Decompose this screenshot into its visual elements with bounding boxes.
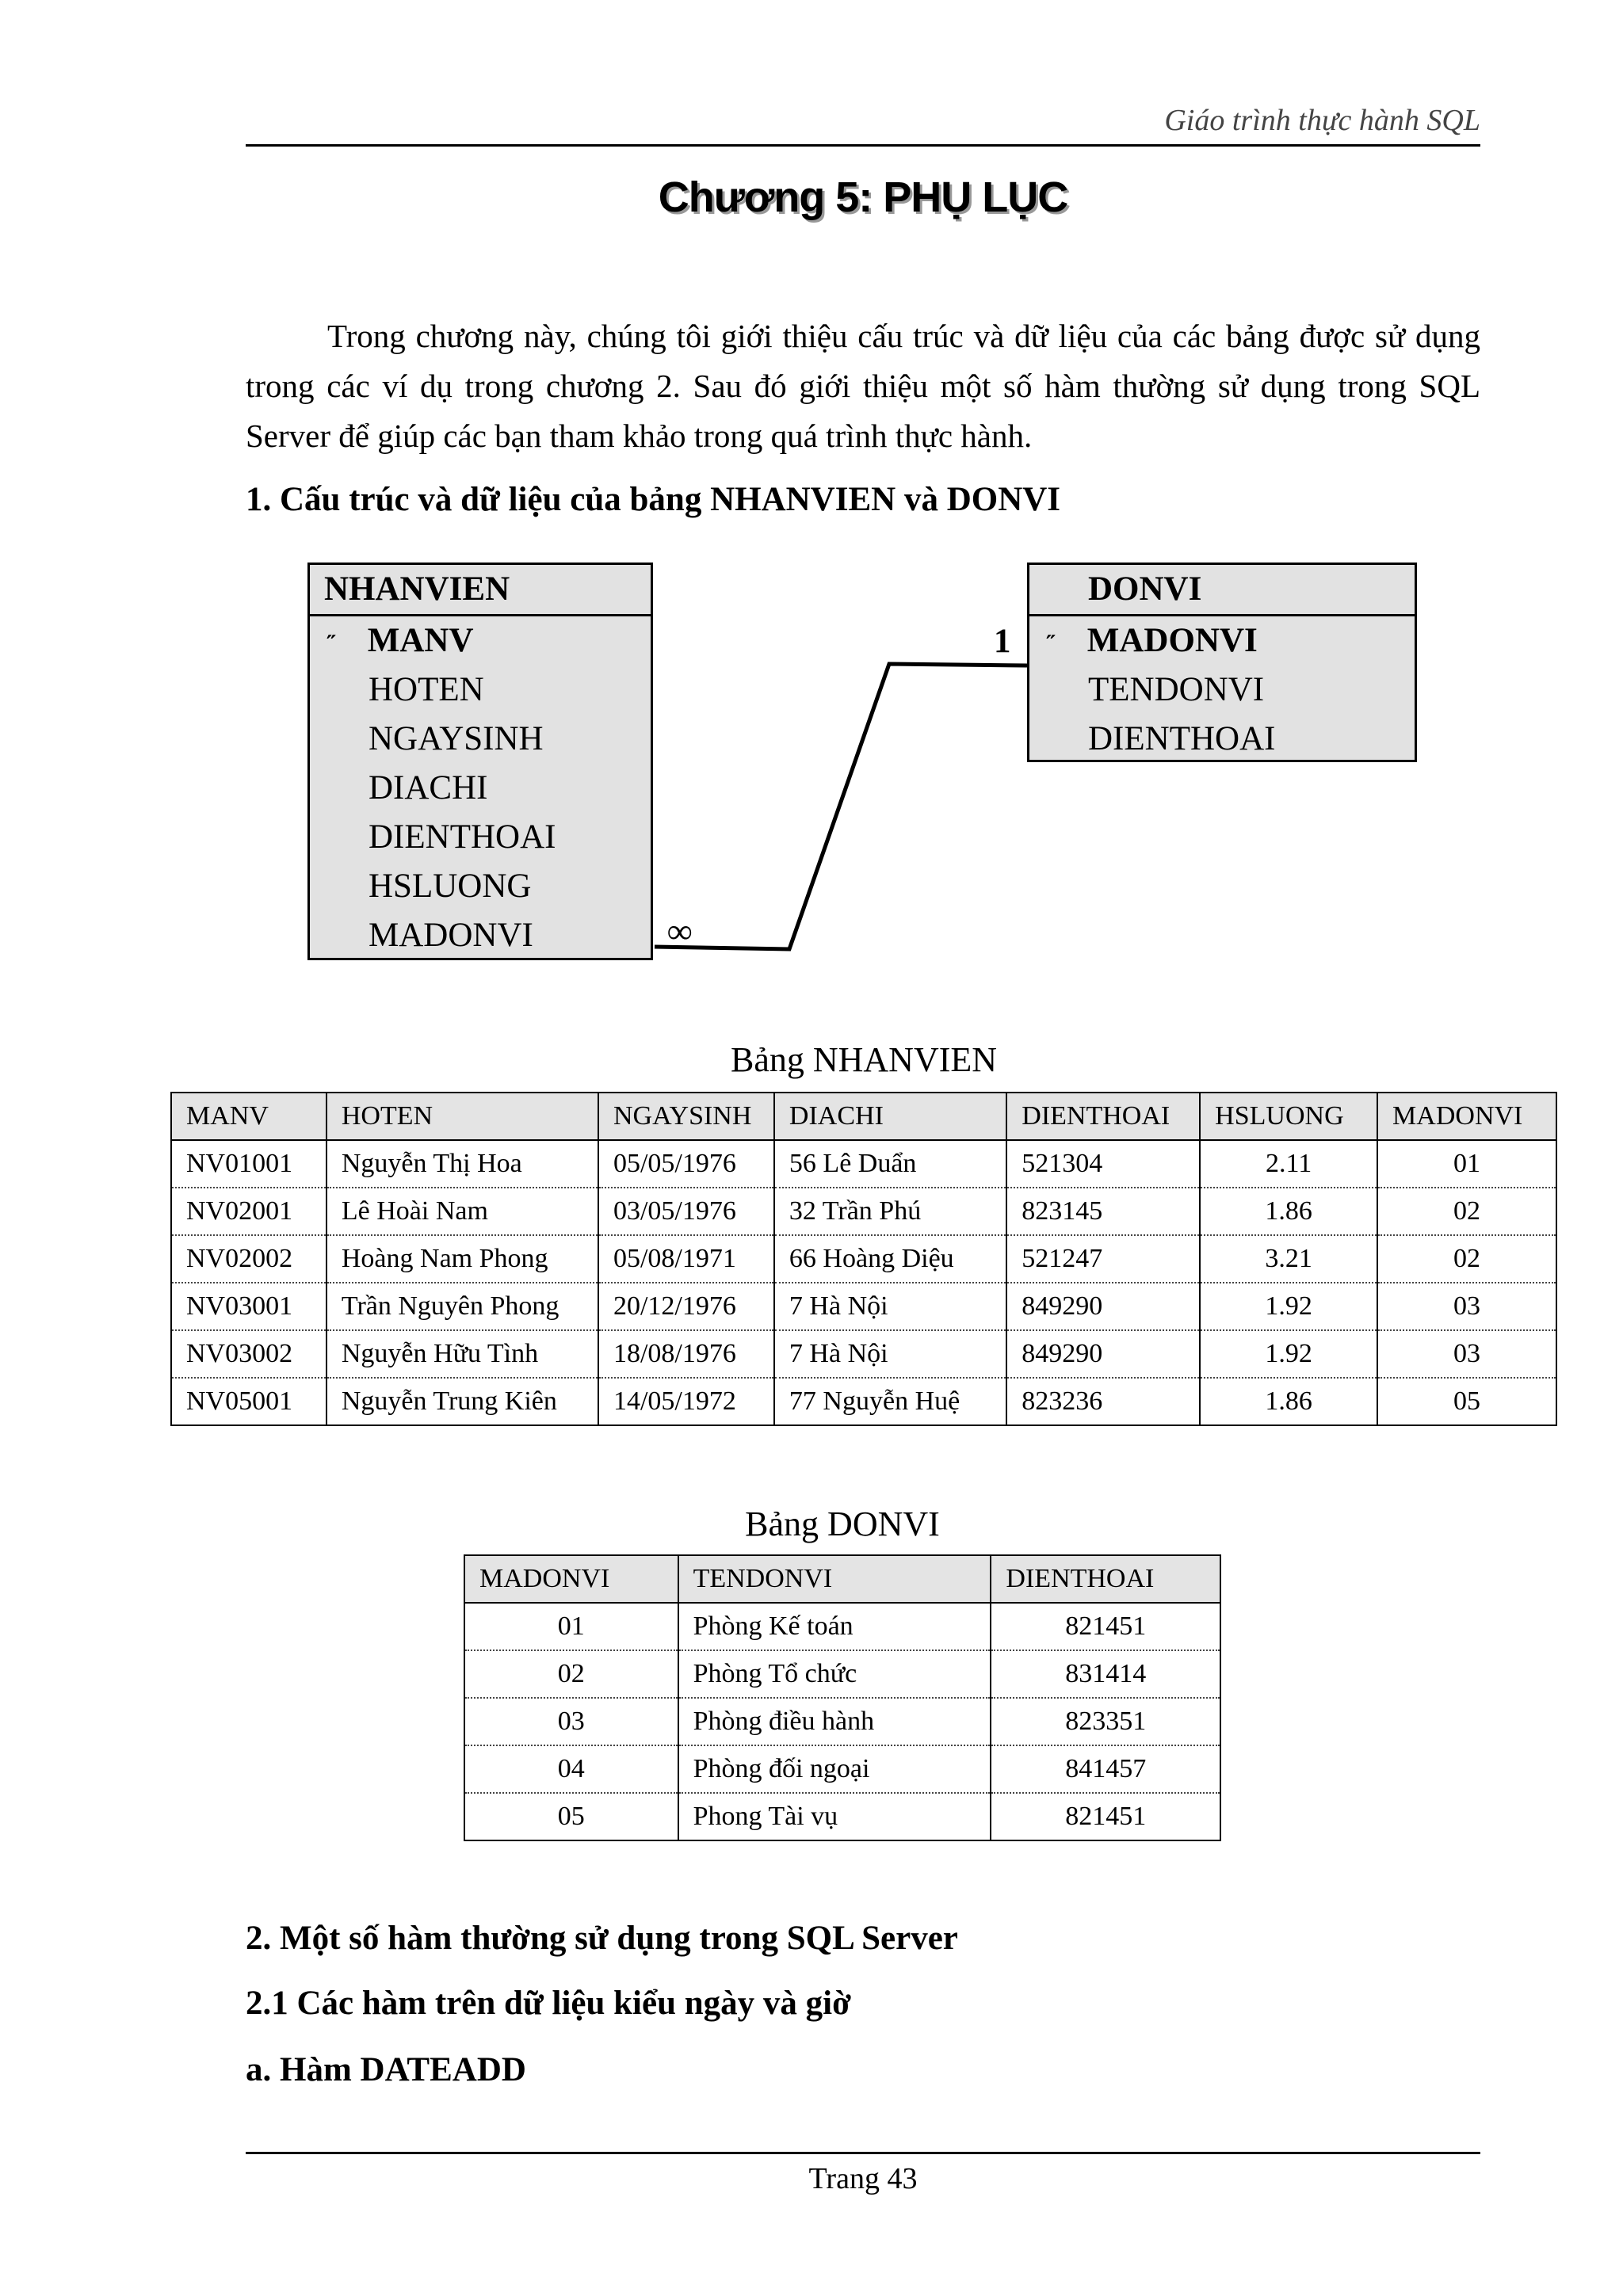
- column-header: HOTEN: [327, 1093, 598, 1140]
- entity-field: NGAYSINH: [369, 720, 544, 757]
- table-cell: 56 Lê Duẩn: [774, 1140, 1006, 1188]
- table-cell: 05: [464, 1793, 678, 1840]
- chapter-title: Chương 5: PHỤ LỤC: [658, 174, 1068, 221]
- table-row: [171, 1188, 1556, 1235]
- table-cell: 521247: [1006, 1235, 1200, 1283]
- primary-key-icon: ˝: [327, 631, 335, 657]
- table-cell: 2.11: [1200, 1140, 1377, 1188]
- table-cell: 01: [464, 1603, 678, 1650]
- column-header: DIACHI: [774, 1093, 1006, 1140]
- entity-donvi: [1027, 563, 1417, 762]
- table-cell: 77 Nguyễn Huệ: [774, 1378, 1006, 1425]
- table-cell: 831414: [991, 1650, 1220, 1698]
- table-cell: 03/05/1976: [598, 1188, 774, 1235]
- table-cell: 1.86: [1200, 1378, 1377, 1425]
- table-row: [464, 1650, 1220, 1698]
- table-header-row: [171, 1093, 1556, 1140]
- table-row: [171, 1330, 1556, 1378]
- column-header: HSLUONG: [1200, 1093, 1377, 1140]
- entity-field: HOTEN: [369, 671, 484, 708]
- table-row: [171, 1378, 1556, 1425]
- table-row: [171, 1235, 1556, 1283]
- table-cell: 823236: [1006, 1378, 1200, 1425]
- running-header: Giáo trình thực hành SQL: [1164, 104, 1480, 137]
- table-row: [464, 1793, 1220, 1840]
- relation-one-label: 1: [994, 623, 1011, 660]
- column-header: MADONVI: [1377, 1093, 1556, 1140]
- table-cell: 521304: [1006, 1140, 1200, 1188]
- table-cell: 20/12/1976: [598, 1283, 774, 1330]
- table-cell: 1.92: [1200, 1283, 1377, 1330]
- table-header-row: [464, 1555, 1220, 1603]
- table-cell: Phong Tài vụ: [678, 1793, 991, 1840]
- table-cell: NV05001: [171, 1378, 327, 1425]
- entity-field: TENDONVI: [1088, 671, 1265, 708]
- table-cell: Hoàng Nam Phong: [327, 1235, 598, 1283]
- donvi-table-caption: Bảng DONVI: [745, 1505, 940, 1543]
- table-row: [464, 1603, 1220, 1650]
- donvi-table: [464, 1554, 1221, 1841]
- table-cell: 04: [464, 1745, 678, 1793]
- table-cell: NV02002: [171, 1235, 327, 1283]
- entity-nhanvien-key-field: [310, 616, 651, 666]
- column-header: MANV: [171, 1093, 327, 1140]
- footer-rule: [246, 2152, 1480, 2154]
- column-header: DIENTHOAI: [991, 1555, 1220, 1603]
- nhanvien-table: [170, 1092, 1557, 1426]
- table-cell: 841457: [991, 1745, 1220, 1793]
- section-a-heading: a. Hàm DATEADD: [246, 2051, 526, 2088]
- section2-heading: 2. Một số hàm thường sử dụng trong SQL Server: [246, 1920, 958, 1957]
- table-cell: 02: [1377, 1235, 1556, 1283]
- table-row: [464, 1698, 1220, 1745]
- primary-key-icon: ˝: [1047, 631, 1055, 657]
- table-cell: 3.21: [1200, 1235, 1377, 1283]
- relation-many-label: ∞: [667, 912, 693, 951]
- table-cell: 05/05/1976: [598, 1140, 774, 1188]
- table-cell: NV03002: [171, 1330, 327, 1378]
- table-cell: 7 Hà Nội: [774, 1283, 1006, 1330]
- table-cell: Lê Hoài Nam: [327, 1188, 598, 1235]
- header-rule: [246, 144, 1480, 147]
- table-cell: 7 Hà Nội: [774, 1330, 1006, 1378]
- table-cell: Phòng Tổ chức: [678, 1650, 991, 1698]
- table-cell: 823145: [1006, 1188, 1200, 1235]
- page-number: Trang 43: [808, 2162, 918, 2195]
- table-cell: 02: [464, 1650, 678, 1698]
- column-header: NGAYSINH: [598, 1093, 774, 1140]
- column-header: DIENTHOAI: [1006, 1093, 1200, 1140]
- entity-nhanvien: [307, 563, 653, 960]
- table-cell: 03: [464, 1698, 678, 1745]
- table-cell: 823351: [991, 1698, 1220, 1745]
- table-cell: 821451: [991, 1603, 1220, 1650]
- intro-paragraph: [246, 311, 1480, 461]
- entity-field: HSLUONG: [369, 868, 532, 905]
- table-row: [464, 1745, 1220, 1793]
- table-cell: Nguyễn Trung Kiên: [327, 1378, 598, 1425]
- table-cell: 03: [1377, 1283, 1556, 1330]
- entity-field: DIACHI: [369, 769, 488, 807]
- table-cell: 1.92: [1200, 1330, 1377, 1378]
- table-cell: 01: [1377, 1140, 1556, 1188]
- column-header: TENDONVI: [678, 1555, 991, 1603]
- entity-nhanvien-title: NHANVIEN: [310, 565, 651, 616]
- entity-donvi-key-field: [1029, 616, 1415, 666]
- entity-field: DIENTHOAI: [369, 818, 556, 856]
- table-cell: Nguyễn Hữu Tình: [327, 1330, 598, 1378]
- table-cell: 849290: [1006, 1283, 1200, 1330]
- table-cell: NV03001: [171, 1283, 327, 1330]
- table-cell: 03: [1377, 1330, 1556, 1378]
- table-cell: 05/08/1971: [598, 1235, 774, 1283]
- table-row: [171, 1283, 1556, 1330]
- table-cell: 1.86: [1200, 1188, 1377, 1235]
- nhanvien-table-caption: Bảng NHANVIEN: [730, 1040, 998, 1079]
- section21-heading: 2.1 Các hàm trên dữ liệu kiểu ngày và giờ: [246, 1985, 851, 2022]
- entity-field: MADONVI: [369, 917, 533, 954]
- table-cell: 02: [1377, 1188, 1556, 1235]
- table-cell: Nguyễn Thị Hoa: [327, 1140, 598, 1188]
- table-cell: 18/08/1976: [598, 1330, 774, 1378]
- section1-heading: 1. Cấu trúc và dữ liệu của bảng NHANVIEN và DONVI: [246, 481, 1061, 518]
- table-cell: NV01001: [171, 1140, 327, 1188]
- intro-text: Trong chương này, chúng tôi giới thiệu cấu trúc và dữ liệu của các bảng được sử dụng trong các ví dụ trong chương 2. Sau đó giới thiệu một số hàm thường sử dụng trong SQL Server để giúp các bạn tham khảo trong quá trình thực hành.: [246, 318, 1480, 454]
- table-cell: Phòng đối ngoại: [678, 1745, 991, 1793]
- table-cell: 32 Trần Phú: [774, 1188, 1006, 1235]
- table-cell: 05: [1377, 1378, 1556, 1425]
- table-cell: 821451: [991, 1793, 1220, 1840]
- table-cell: Phòng điều hành: [678, 1698, 991, 1745]
- column-header: MADONVI: [464, 1555, 678, 1603]
- table-cell: 66 Hoàng Diệu: [774, 1235, 1006, 1283]
- table-row: [171, 1140, 1556, 1188]
- table-cell: 849290: [1006, 1330, 1200, 1378]
- table-cell: 14/05/1972: [598, 1378, 774, 1425]
- field-label: MADONVI: [1086, 622, 1258, 659]
- entity-field: DIENTHOAI: [1088, 720, 1276, 757]
- entity-donvi-title: DONVI: [1029, 565, 1415, 616]
- table-cell: Trần Nguyên Phong: [327, 1283, 598, 1330]
- table-cell: NV02001: [171, 1188, 327, 1235]
- field-label: MANV: [367, 622, 474, 659]
- table-cell: Phòng Kế toán: [678, 1603, 991, 1650]
